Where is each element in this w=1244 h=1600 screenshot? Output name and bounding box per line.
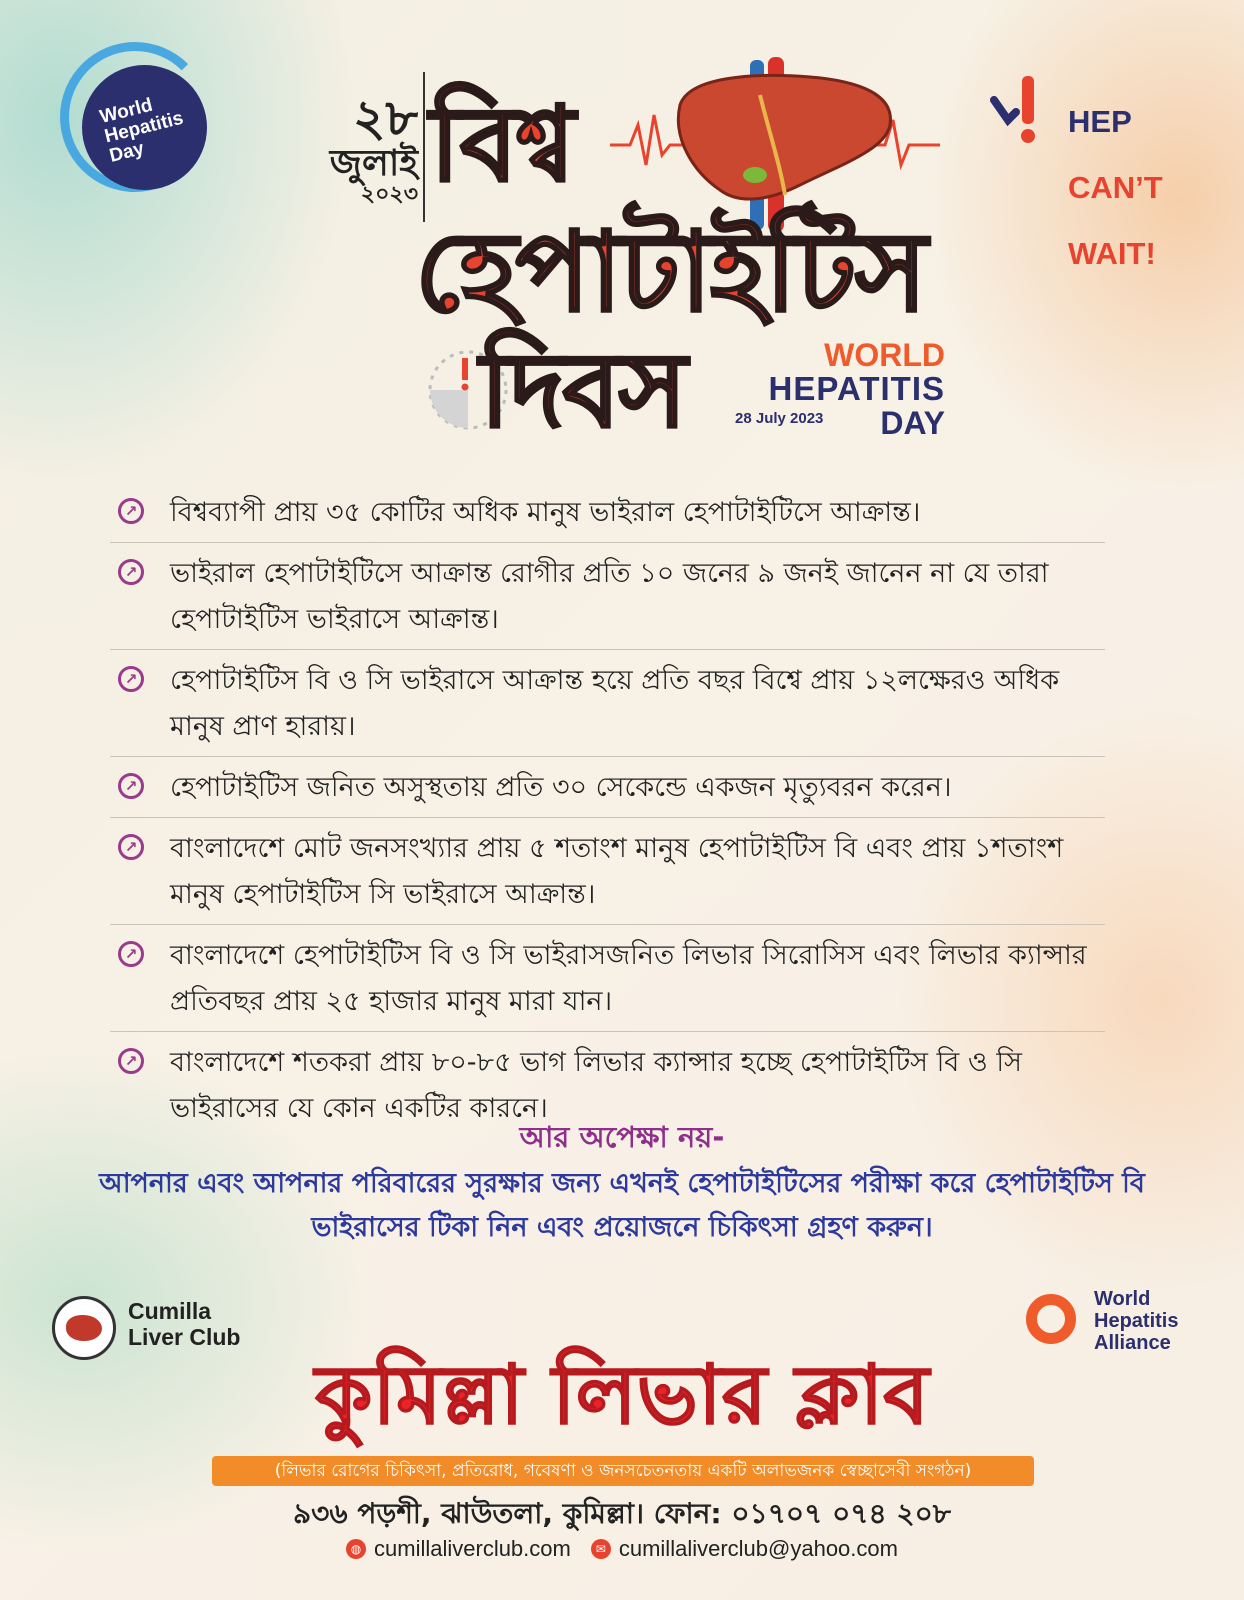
wha-name: World Hepatitis Alliance (1094, 1288, 1179, 1354)
globe-icon: ◍ (346, 1539, 366, 1559)
date-year: ২০২৩ (360, 181, 418, 207)
fact-text: হেপাটাইটিস জনিত অসুস্থতায় প্রতি ৩০ সেকেন্ডে একজন মৃত্যুবরন করেন। (170, 772, 952, 803)
wordmark-world: WORLD (824, 337, 945, 373)
arrow-circle-icon: ↗ (118, 559, 144, 585)
world-hepatitis-day-badge (82, 65, 207, 190)
fact-text: ভাইরাল হেপাটাইটিসে আক্রান্ত রোগীর প্রতি ১০ জনের ৯ জনই জানেন না যে তারা হেপাটাইটিস ভাইরাসে আক্রান্ত। (170, 558, 1049, 635)
club-name-en: Cumilla Liver Club (128, 1298, 241, 1350)
title-line-2: হেপাটাইটিস (415, 208, 926, 336)
fact-item (110, 931, 1105, 1032)
world-hepatitis-day-wordmark (735, 338, 945, 440)
hep-line-3: WAIT! (1068, 236, 1156, 271)
facts-list (110, 488, 1105, 1144)
cta-body: আপনার এবং আপনার পরিবারের সুরক্ষার জন্য এখনই হেপাটাইটিসের পরীক্ষা করে হেপাটাইটিস বি ভাইরাসের টিকা নিন এবং প্রয়োজনে চিকিৎসা গ্রহণ করুন। (99, 1168, 1145, 1243)
fact-text: বাংলাদেশে হেপাটাইটিস বি ও সি ভাইরাসজনিত লিভার সিরোসিস এবং লিভার ক্যান্সার প্রতিবছর প্রায় ২৫ হাজার মানুষ মারা যান। (170, 940, 1087, 1017)
contacts (0, 1536, 1244, 1562)
fact-item (110, 549, 1105, 650)
arrow-circle-icon: ↗ (118, 1048, 144, 1074)
address: ৯৩৬ পড়শী, ঝাউতলা, কুমিল্লা। ফোন: ০১৭০৭ ০৭৪ ২০৮ (293, 1497, 951, 1530)
arrow-circle-icon: ↗ (118, 773, 144, 799)
wordmark-date: 28 July 2023 (735, 410, 824, 427)
cta-heading: আর অপেক্ষা নয়- (519, 1120, 725, 1154)
org-subtitle: (লিভার রোগের চিকিৎসা, প্রতিরোধ, গবেষণা ও জনসচেতনতায় একটি অলাভজনক স্বেচ্ছাসেবী সংগঠন) (212, 1456, 1034, 1486)
date-day: ২৮ (353, 88, 418, 147)
email-contact[interactable] (591, 1536, 898, 1562)
fact-item (110, 763, 1105, 818)
fact-item (110, 824, 1105, 925)
arrow-circle-icon: ↗ (118, 941, 144, 967)
whd-badge-text: World Hepatitis Day (98, 94, 186, 167)
wordmark-day: DAY (880, 405, 945, 441)
arrow-circle-icon: ↗ (118, 666, 144, 692)
date-month: জুলাই (329, 142, 418, 184)
org-title: কুমিল্লা লিভার ক্লাব (315, 1348, 929, 1443)
title-line-3: দিবস (480, 329, 685, 451)
wordmark-hepatitis: HEPATITIS (768, 370, 945, 407)
date-divider (423, 72, 425, 222)
hep-cant-wait-text (1068, 72, 1163, 303)
arrow-circle-icon: ↗ (118, 498, 144, 524)
event-date (270, 88, 418, 207)
fact-item (110, 488, 1105, 543)
fact-text: বিশ্বব্যাপী প্রায় ৩৫ কোটির অধিক মানুষ ভাইরাল হেপাটাইটিসে আক্রান্ত। (170, 497, 921, 528)
title-line-1: বিশ্ব (430, 83, 574, 205)
hep-line-1: HEP (1068, 104, 1132, 139)
fact-text: হেপাটাইটিস বি ও সি ভাইরাসে আক্রান্ত হয়ে প্রতি বছর বিশ্বে প্রায় ১২লক্ষেরও অধিক মানুষ প্রাণ হারায়। (170, 665, 1060, 742)
arrow-circle-icon: ↗ (118, 834, 144, 860)
hep-cant-wait-mark-icon (990, 72, 1050, 147)
world-hepatitis-alliance-logo-icon (1026, 1294, 1076, 1344)
website-contact[interactable] (346, 1536, 571, 1562)
fact-item (110, 656, 1105, 757)
hep-line-2: CAN’T (1068, 170, 1163, 205)
mail-icon: ✉ (591, 1539, 611, 1559)
fact-text: বাংলাদেশে শতকরা প্রায় ৮০-৮৫ ভাগ লিভার ক্যান্সার হচ্ছে হেপাটাইটিস বি ও সি ভাইরাসের যে কোন একটির কারনে। (170, 1047, 1022, 1124)
fact-text: বাংলাদেশে মোট জনসংখ্যার প্রায় ৫ শতাংশ মানুষ হেপাটাইটিস বি এবং প্রায় ১শতাংশ মানুষ হেপাটাইটিস সি ভাইরাসে আক্রান্ত। (170, 833, 1064, 910)
website-text[interactable]: cumillaliverclub.com (374, 1536, 571, 1561)
email-text[interactable]: cumillaliverclub@yahoo.com (618, 1536, 898, 1561)
